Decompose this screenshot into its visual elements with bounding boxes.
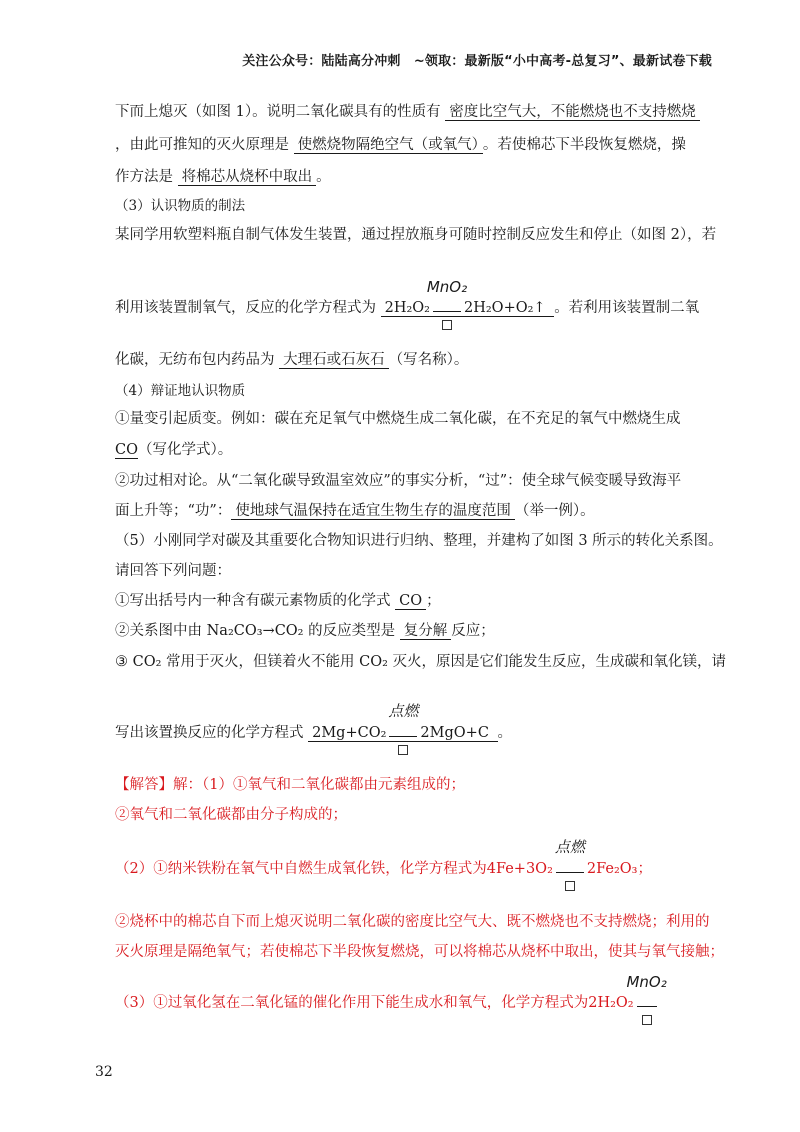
answer-line: （3）①过氧化氢在二氧化锰的催化作用下能生成水和氧气，化学方程式为2H₂O₂ MnO₂ (115, 991, 705, 1012)
text-line: 利用该装置制氧气，反应的化学方程式为 2H₂O₂ MnO₂ 2H₂O+O₂↑ 。若利用该装置制二氧 (115, 296, 705, 317)
equation-mg: 2Mg+CO₂ 点燃 2MgO+C (308, 725, 497, 742)
section-heading: （4）辩证地认识物质 (115, 383, 246, 399)
answer-line: 【解答】解：（1）①氧气和二氧化碳都由元素组成的； (115, 777, 465, 793)
text-line: 请回答下列问题： (115, 563, 231, 579)
condition-box-icon (565, 881, 575, 891)
answer-line: ②氧气和二氧化碳都由分子构成的； (115, 807, 347, 823)
text-line: 某同学用软塑料瓶自制气体发生装置，通过捏放瓶身可随时控制反应发生和停止（如图 2），若 (115, 227, 717, 243)
text-line: 面上升等；“功”： 使地球气温保持在适宜生物生存的温度范围 （举一例）。 (115, 503, 595, 519)
text-line: ①量变引起质变。例如：碳在充足氧气中燃烧生成二氧化碳，在不充足的氧气中燃烧生成 (115, 411, 681, 427)
condition-box-icon (442, 320, 452, 330)
text-line: ②功过相对论。从“二氧化碳导致温室效应”的事实分析，“过”：使全球气候变暖导致海平 (115, 473, 682, 489)
condition-box-icon (642, 1015, 652, 1025)
equation-h2o2: 2H₂O₂ MnO₂ (588, 995, 659, 1011)
equation-o2: 2H₂O₂ MnO₂ 2H₂O+O₂↑ (381, 300, 555, 317)
text-line: CO（写化学式）。 (115, 442, 233, 458)
page-number: 32 (95, 1064, 113, 1080)
condition-box-icon (398, 745, 408, 755)
text-line: 写出该置换反应的化学方程式 2Mg+CO₂ 点燃 2MgO+C 。 (115, 721, 705, 742)
section-heading: （3）认识物质的制法 (115, 198, 246, 214)
answer-line: ②烧杯中的棉芯自下而上熄灭说明二氧化碳的密度比空气大、既不燃烧也不支持燃烧；利用的 (115, 914, 710, 930)
text-line: ，由此可推知的灭火原理是 使燃烧物隔绝空气（或氧气） 。若使棉芯下半段恢复燃烧，操 (115, 137, 686, 153)
answer-line: 灭火原理是隔绝氧气；若使棉芯下半段恢复燃烧，可以将棉芯从烧杯中取出，使其与氧气接触； (115, 944, 724, 960)
text-line: ②关系图中由 Na₂CO₃→CO₂ 的反应类型是 复分解 反应； (115, 623, 495, 639)
text-line: （5）小刚同学对碳及其重要化合物知识进行归纳、整理，并建构了如图 3 所示的转化关系图。 (115, 533, 723, 549)
text-line: ③ CO₂ 常用于灭火，但镁着火不能用 CO₂ 灭火，原因是它们能发生反应，生成碳和氧化镁，请 (115, 654, 727, 670)
text-line: 化碳，无纺布包内药品为 大理石或石灰石 （写名称）。 (115, 352, 469, 368)
text-line: 作方法是 将棉芯从烧杯中取出 。 (115, 169, 331, 185)
equation-fe: 4Fe+3O₂ 点燃 2Fe₂O₃； (487, 861, 652, 877)
answer-line: （2）①纳米铁粉在氧气中自燃生成氧化铁，化学方程式为4Fe+3O₂ 点燃 2Fe₂O₃； (115, 857, 705, 878)
page-header: 关注公众号：陆陆高分冲刺 ~领取：最新版“小中高考-总复习”、最新试卷下载 (242, 54, 712, 69)
text-line: 下而上熄灭（如图 1）。说明二氧化碳具有的性质有 密度比空气大，不能燃烧也不支持燃烧 (115, 100, 705, 121)
text-line: ①写出括号内一种含有碳元素物质的化学式 CO ； (115, 593, 441, 609)
